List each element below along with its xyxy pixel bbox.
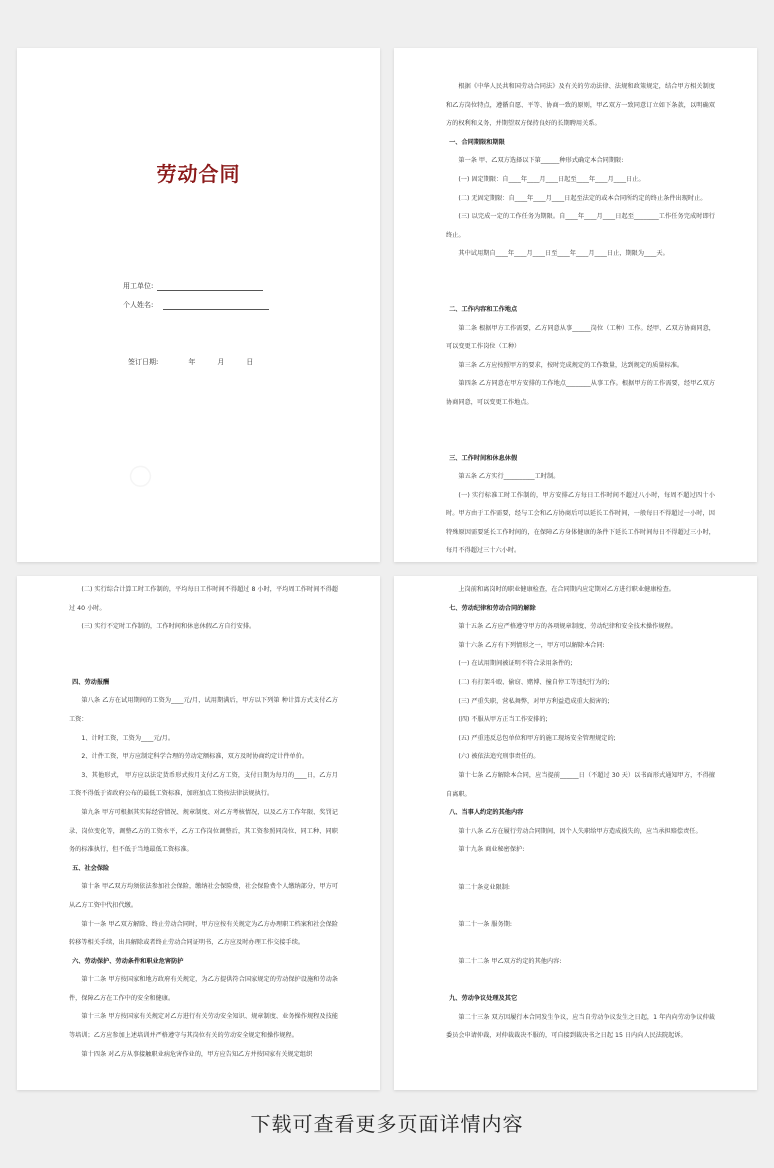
- paragraph: 第五条 乙方实行__________工时制。: [458, 473, 560, 481]
- page-2-text: [446, 78, 715, 561]
- paragraph: 其中试用期自____年____月____日至____年____月____日止，期限为____天。: [458, 250, 669, 258]
- date-label: 签订日期:: [128, 358, 159, 366]
- paragraph: 第十三条 甲方按国家有关规定对乙方进行有关劳动安全知识、规章制度、业务操作规程及技能等培训；乙方应参加上述培训并严格遵守与其岗位有关的劳动安全规定和操作规程。: [69, 1013, 338, 1040]
- paragraph: (二) 无固定期限：自____年____月____日起至法定的或本合同所约定的终止条件出现时止。: [458, 194, 707, 202]
- cover-page: [17, 48, 380, 562]
- paragraph: 2、计件工资，甲方应制定科学合理的劳动定额标准，双方及时协商约定计件单价。: [81, 753, 309, 761]
- paragraph: 第二十条竞业限制:: [458, 883, 510, 891]
- paragraph: 第二条 根据甲方工作需要，乙方同意从事______岗位（工种）工作。经甲、乙双方协商同意，可以变更工作岗位（工种）: [446, 324, 715, 351]
- paragraph: (一) 固定期限：自____年____月____日起至____年____月____日止。: [458, 175, 645, 183]
- date-year: 年: [188, 358, 196, 366]
- paragraph: 第十五条 乙方应严格遵守甲方的各项规章制度、劳动纪律和安全技术操作规程。: [458, 623, 677, 631]
- date-day: 日: [246, 358, 254, 366]
- paragraph: 第九条 甲方可根据其实际经营情况、规章制度、对乙方考核情况，以及乙方工作年限、奖罚记录、岗位变化等，调整乙方的工资水平，乙方工作岗位调整后，其工资参照同岗位、同工种、同职务的标准执行，但不低于当地最低工资标准。: [69, 808, 338, 854]
- paragraph: 3、其他形式， 甲方应以法定货币形式按月支付乙方工资，支付日期为每月的____日，乙方月工资不得低于省政府公布的最低工资标准，加班加点工资按法律法规执行。: [69, 771, 338, 798]
- paragraph: (二) 有打架斗殴、偷窃、赌博、撞自停工等违纪行为的;: [458, 678, 610, 686]
- employer-field: [123, 281, 263, 291]
- section-heading: 七、劳动纪律和劳动合同的解除: [449, 604, 536, 612]
- name-line: [163, 302, 269, 310]
- date-month: 月: [217, 358, 225, 366]
- section-heading: 八、当事人约定的其他内容: [449, 809, 524, 817]
- paragraph: 根据《中华人民共和国劳动合同法》及有关的劳动法律、法规和政策规定，结合甲方相关制度和乙方岗位特点，遵循自愿、平等、协商一致的原则，甲乙双方一致同意订立如下条款，以明确双方的权利和义务，并期望双方保持良好的长期聘用关系。: [446, 83, 715, 128]
- section-heading: 二、工作内容和工作地点: [449, 305, 518, 313]
- blank-space: [446, 934, 715, 953]
- blank-space: [446, 971, 715, 990]
- paragraph: (一) 实行标准工时工作制的，甲方安排乙方每日工作时间不超过八小时，每周不超过四十小时。甲方由于工作需要，经与工会和乙方协商后可以延长工作时间，一般每日不得超过一小时，因特殊原因需要延长工作时间的，在保障乙方身体健康的条件下延长工作时间每日不得超过三小时，每月不得超过三十六小时。: [446, 491, 715, 555]
- contract-page-4: [394, 576, 757, 1090]
- sign-date: [128, 357, 275, 367]
- paragraph: (二) 实行综合计算工时工作制的，平均每日工作时间不得超过 8 小时，平均周工作时间不得超过 40 小时。: [69, 586, 338, 612]
- paragraph: (一) 在试用期间被证明不符合录用条件的;: [458, 660, 573, 668]
- paragraph: 第十八条 乙方在履行劳动合同期间，因个人失职给甲方造成损失的，应当承担赔偿责任。: [458, 827, 702, 835]
- paragraph: (三) 实行不定时工作制的，工作时间和休息休假乙方自行安排。: [81, 623, 256, 631]
- paragraph: 第十四条 对乙方从事接触职业病危害作业的，甲方应告知乙方并按国家有关规定组织: [81, 1050, 313, 1058]
- section-heading: 一、合同期限和期限: [449, 138, 505, 146]
- paragraph: 第八条 乙方在试用期间的工资为____元/月，试用期满后，甲方以下列第 种计算方式支付乙方工资：: [69, 697, 338, 723]
- blank-space: [446, 897, 715, 916]
- paragraph: 第三条 乙方应按照甲方的要求，按时完成规定的工作数量，达到规定的质量标准。: [458, 361, 684, 369]
- employer-line: [157, 283, 263, 291]
- section-heading: 三、工作时间和休息休假: [449, 454, 518, 462]
- paragraph: (六) 被依法追究刑事责任的。: [458, 753, 540, 761]
- blank-space: [446, 413, 715, 450]
- paragraph: 第十九条 商业秘密保护:: [458, 846, 525, 854]
- section-heading: 五、社会保险: [72, 864, 110, 872]
- paragraph: 第十条 甲乙双方均须依法参加社会保险，缴纳社会保险费，社会保险费个人缴纳部分，甲方可从乙方工资中代扣代缴。: [69, 883, 338, 909]
- paragraph: 第二十一条 服务期:: [458, 920, 512, 928]
- paragraph: 第二十二条 甲乙双方约定的其他内容:: [458, 957, 562, 965]
- paragraph: 第四条 乙方同意在甲方安排的工作地点________从事工作。根据甲方的工作需要，经甲乙双方协商同意，可以变更工作地点。: [446, 380, 715, 406]
- section-heading: 六、劳动保护、劳动条件和职业危害防护: [72, 957, 184, 965]
- paragraph: 第十六条 乙方有下列情形之一，甲方可以解除本合同:: [458, 641, 605, 649]
- paragraph: (三) 以完成一定的工作任务为期限。自____年____月____日起至________工作任务完成时即行终止。: [446, 213, 715, 239]
- name-label: 个人姓名:: [123, 301, 154, 309]
- page-3-text: [69, 581, 338, 1064]
- paragraph: 第一条 甲、乙双方选择以下第______种形式确定本合同期限:: [458, 157, 624, 165]
- paragraph: (三) 严重失职，营私舞弊，对甲方利益造成重大损害的;: [458, 697, 610, 705]
- employer-label: 用工单位:: [123, 282, 154, 290]
- paragraph: 第十一条 甲乙双方解除、终止劳动合同时，甲方应按有关规定为乙方办理职工档案和社会保险转移等相关手续，出具解除或者终止劳动合同证明书，乙方应及时办理工作交接手续。: [69, 920, 338, 947]
- watermark: [120, 454, 159, 495]
- contract-page-2: [394, 48, 757, 562]
- paragraph: 上岗前和离岗时的职业健康检查，在合同期内应定期对乙方进行职业健康检查。: [458, 586, 675, 593]
- blank-space: [446, 264, 715, 301]
- paragraph: 第十七条 乙方解除本合同，应当提前______日（不超过 30 天）以书面形式通知甲方，不得擅自离职。: [446, 771, 715, 798]
- download-hint: 下载可查看更多页面详情内容: [250, 1112, 524, 1136]
- blank-space: [446, 860, 715, 879]
- contract-title: 劳动合同: [156, 162, 241, 186]
- paragraph: 1、计时工资，工资为____元/月。: [81, 734, 175, 742]
- section-heading: 九、劳动争议处理及其它: [449, 995, 518, 1003]
- name-field: [123, 300, 269, 310]
- paragraph: 第十二条 甲方按国家和地方政府有关规定，为乙方提供符合国家规定的劳动保护设施和劳动条件，保障乙方在工作中的安全和健康。: [69, 976, 338, 1002]
- paragraph: (四) 不服从甲方正当工作安排的;: [458, 716, 548, 724]
- paragraph: 第二十三条 双方因履行本合同发生争议，应当自劳动争议发生之日起，1 年内向劳动争议仲裁委员会申请仲裁，对仲裁裁决不服的，可自接到裁决书之日起 15 日内向人民法院起诉。: [446, 1013, 715, 1040]
- contract-page-3: [17, 576, 380, 1090]
- page-4-text: [446, 581, 715, 1046]
- blank-space: [69, 637, 338, 674]
- section-heading: 四、劳动报酬: [72, 678, 110, 686]
- paragraph: (五) 严重违反总包单位和甲方的施工现场安全管理规定的;: [458, 734, 616, 742]
